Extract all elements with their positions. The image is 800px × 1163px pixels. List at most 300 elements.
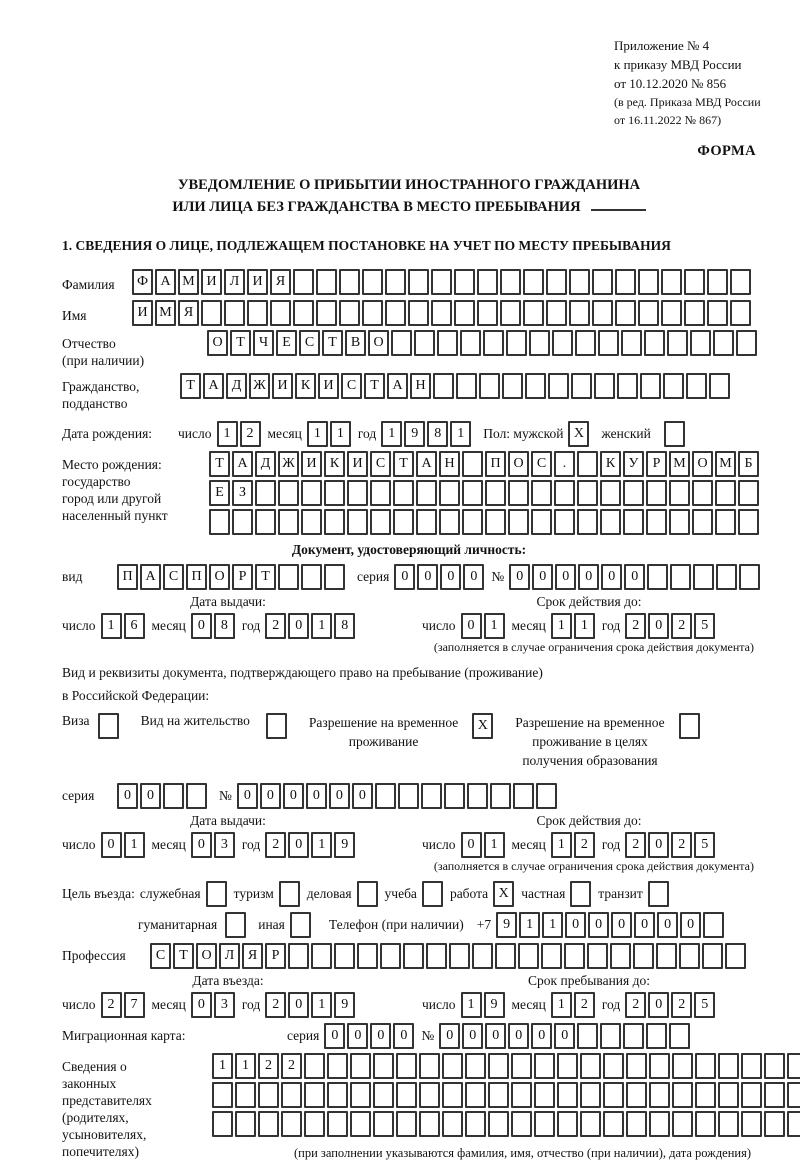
char-cell [408,300,429,326]
temp-residence-label-line2: проживание [348,734,419,749]
char-cell [278,564,299,590]
char-cell [513,783,534,809]
char-cell [725,943,746,969]
char-cell [557,1082,578,1108]
entry-date-heading: Дата въезда: [192,973,264,988]
residence-permit-item [141,713,289,739]
char-cell: 9 [484,992,505,1018]
char-cell [488,1082,509,1108]
res-valid-day-cells [461,832,507,858]
purpose-other-checkbox [290,912,313,938]
char-cell: О [692,451,713,477]
visa-item [62,713,121,739]
month-label: месяц [151,997,186,1012]
representatives-label-line: законных [62,1076,117,1091]
char-cell [421,783,442,809]
char-cell [626,1111,647,1137]
char-cell: 0 [463,564,484,590]
char-cell: С [370,451,391,477]
month-label: месяц [511,837,546,852]
char-cell: Е [276,330,297,356]
char-cell: 0 [565,912,586,938]
char-cell [373,1053,394,1079]
patronymic-cells [207,330,759,356]
char-cell [672,1082,693,1108]
char-cell: 1 [542,912,563,938]
form-title-line1: УВЕДОМЛЕНИЕ О ПРИБЫТИИ ИНОСТРАННОГО ГРАЖДАНИНА [177,177,641,193]
char-cell: 0 [485,1023,506,1049]
id-issue-year-cells [265,613,357,639]
purpose-private-checkbox [570,881,593,907]
residence-permit-label: Вид на жительство [140,713,250,728]
char-cell [787,1053,800,1079]
char-cell: 9 [334,832,355,858]
char-cell [661,300,682,326]
char-cell [465,1053,486,1079]
char-cell [433,373,454,399]
doc-number-label: № [491,568,505,584]
char-cell [258,1111,279,1137]
char-cell: 0 [601,564,622,590]
char-cell: 2 [265,832,286,858]
phone-prefix: +7 [476,916,492,932]
res-issue-month-cells [191,832,237,858]
char-cell: X [472,713,493,739]
char-cell [577,480,598,506]
char-cell [375,783,396,809]
char-cell [350,1082,371,1108]
char-cell [684,300,705,326]
char-cell: З [232,480,253,506]
char-cell [718,1082,739,1108]
char-cell [656,943,677,969]
char-cell [398,783,419,809]
purpose-tourism-label: туризм [233,885,274,901]
char-cell [488,1111,509,1137]
citizenship-label-line1: Гражданство, [62,379,140,394]
char-cell [324,509,345,535]
char-cell [554,509,575,535]
char-cell [304,1082,325,1108]
char-cell [649,1082,670,1108]
char-cell [623,509,644,535]
patronymic-label-line1: Отчество [62,336,116,351]
char-cell: 2 [574,992,595,1018]
char-cell: Т [173,943,194,969]
char-cell [380,943,401,969]
valid-until-heading: Срок действия до: [536,813,642,828]
char-cell: Л [224,269,245,295]
representatives-label [62,1053,212,1160]
field-patronymic [62,330,756,369]
char-cell [623,1023,644,1049]
char-cell: А [155,269,176,295]
year-label: год [601,997,621,1012]
id-valid-day-cells [461,613,507,639]
char-cell: 1 [235,1053,256,1079]
char-cell [414,330,435,356]
char-cell [454,269,475,295]
day-label: число [62,837,96,852]
identity-doc-heading: Документ, удостоверяющий личность: [291,542,527,557]
char-cell [373,1082,394,1108]
char-cell: П [186,564,207,590]
char-cell [541,943,562,969]
char-cell: 0 [578,564,599,590]
char-cell: Ч [253,330,274,356]
char-cell [488,1053,509,1079]
char-cell: С [299,330,320,356]
char-cell: Т [209,451,230,477]
char-cell [370,509,391,535]
char-cell [419,1082,440,1108]
char-cell: И [272,373,293,399]
char-cell [485,509,506,535]
char-cell [396,1111,417,1137]
char-cell: 0 [306,783,327,809]
char-cell [324,480,345,506]
issue-date-heading: Дата выдачи: [190,813,266,828]
char-cell [281,1111,302,1137]
char-cell: Т [180,373,201,399]
char-cell [638,300,659,326]
mig-series-label: серия [287,1027,320,1043]
char-cell: 1 [551,613,572,639]
year-label: год [241,997,261,1012]
char-cell [431,300,452,326]
citizenship-label-line2: подданство [62,396,128,411]
entry-month-cells [191,992,237,1018]
char-cell: 2 [258,1053,279,1079]
char-cell: 1 [551,832,572,858]
char-cell: 2 [265,992,286,1018]
char-cell [575,330,596,356]
annex-line: к приказу МВД России [614,57,742,72]
char-cell [449,943,470,969]
char-cell: Б [738,451,759,477]
char-cell [508,480,529,506]
temp-edu-item [515,713,701,770]
char-cell [649,1053,670,1079]
stay-year-cells [625,992,717,1018]
char-cell: И [247,269,268,295]
char-cell: X [568,421,589,447]
char-cell [301,480,322,506]
char-cell [477,269,498,295]
char-cell: Е [209,480,230,506]
char-cell [212,1111,233,1137]
char-cell [270,300,291,326]
representatives-label-line: усыновителях, [62,1127,147,1142]
res-issue-day-cells [101,832,147,858]
char-cell: 1 [484,832,505,858]
month-label: месяц [151,837,186,852]
char-cell [255,509,276,535]
char-cell: Я [178,300,199,326]
char-cell: Я [242,943,263,969]
char-cell [431,269,452,295]
doc-series-cells [394,564,486,590]
char-cell [669,509,690,535]
name-cells [132,300,753,326]
char-cell: О [196,943,217,969]
char-cell [707,269,728,295]
char-cell: И [132,300,153,326]
char-cell [454,300,475,326]
char-cell [738,509,759,535]
char-cell [350,1053,371,1079]
char-cell: 2 [671,832,692,858]
char-cell [536,783,557,809]
char-cell [186,783,207,809]
char-cell [508,509,529,535]
char-cell: А [387,373,408,399]
char-cell [610,943,631,969]
temp-residence-label-line1: Разрешение на временное [308,715,459,730]
year-label: год [601,618,621,633]
char-cell [301,564,322,590]
citizenship-label [62,373,180,412]
char-cell [373,1111,394,1137]
char-cell: 2 [625,613,646,639]
char-cell [426,943,447,969]
patronymic-label [62,330,207,369]
char-cell [472,943,493,969]
day-label: число [178,425,212,441]
representatives-label-line: Сведения о [62,1059,127,1074]
day-label: число [422,837,456,852]
char-cell: 9 [496,912,517,938]
char-cell: 1 [450,421,471,447]
birthplace-label-line2: государство [62,474,131,489]
surname-label: Фамилия [62,276,115,292]
char-cell [730,300,751,326]
char-cell: 0 [555,564,576,590]
year-label: год [357,425,377,441]
temp-edu-label-line1: Разрешение на временное [515,715,665,730]
residence-doc-dates [62,813,756,858]
char-cell [442,1053,463,1079]
field-entry-purpose [62,880,756,907]
char-cell [385,269,406,295]
char-cell [552,330,573,356]
representatives-label-line: попечителях) [62,1144,139,1159]
char-cell: С [150,943,171,969]
char-cell [209,509,230,535]
field-representatives [62,1053,756,1161]
char-cell [511,1082,532,1108]
char-cell [347,509,368,535]
char-cell [293,269,314,295]
char-cell: И [347,451,368,477]
char-cell: 0 [531,1023,552,1049]
migration-card-label: Миграционная карта: [62,1028,186,1043]
char-cell: 0 [440,564,461,590]
day-label: число [422,618,456,633]
char-cell: 0 [329,783,350,809]
char-cell [467,783,488,809]
char-cell: С [531,451,552,477]
char-cell [646,480,667,506]
char-cell: Т [393,451,414,477]
char-cell [663,373,684,399]
char-cell: М [155,300,176,326]
char-cell [603,1082,624,1108]
stay-until-heading: Срок пребывания до: [528,973,650,988]
profession-label: Профессия [62,948,126,963]
char-cell: 0 [370,1023,391,1049]
char-cell [357,881,378,907]
char-cell: П [117,564,138,590]
representatives-cells-block [212,1053,800,1161]
res-valid-year-cells [625,832,717,858]
char-cell [490,783,511,809]
char-cell: 0 [191,992,212,1018]
char-cell [716,564,737,590]
purpose-other-label: иная [258,916,285,932]
res-series-cells [117,783,209,809]
mig-number-label: № [421,1027,435,1043]
char-cell [603,1053,624,1079]
char-cell: Н [439,451,460,477]
temp-residence-checkbox [472,713,495,739]
char-cell: 5 [694,832,715,858]
issue-date-group [62,813,394,858]
char-cell [370,480,391,506]
char-cell [316,269,337,295]
char-cell: 9 [334,992,355,1018]
annex-block [614,36,761,129]
char-cell: 0 [634,912,655,938]
char-cell: 9 [404,421,425,447]
char-cell: 0 [648,613,669,639]
purpose-study-checkbox [422,881,445,907]
valid-until-group [394,813,756,858]
char-cell [347,480,368,506]
char-cell: 0 [588,912,609,938]
char-cell [444,783,465,809]
sex-male-checkbox [568,421,591,447]
char-cell: 0 [648,832,669,858]
char-cell: 0 [462,1023,483,1049]
char-cell [569,300,590,326]
char-cell [396,1053,417,1079]
char-cell [626,1053,647,1079]
char-cell [479,373,500,399]
char-cell [523,269,544,295]
char-cell [279,881,300,907]
char-cell [534,1082,555,1108]
char-cell [304,1053,325,1079]
birth-day-cells [217,421,263,447]
doc-kind-label: вид [62,569,83,584]
form-marker: ФОРМА [697,143,756,159]
representatives-row2-cells [212,1082,800,1108]
char-cell: 2 [625,992,646,1018]
char-cell [580,1053,601,1079]
char-cell: Л [219,943,240,969]
char-cell: 0 [417,564,438,590]
char-cell: Ж [278,451,299,477]
char-cell [281,1082,302,1108]
char-cell: С [341,373,362,399]
char-cell: X [493,881,514,907]
char-cell [741,1111,762,1137]
char-cell [695,1053,716,1079]
char-cell: 0 [117,783,138,809]
stay-month-cells [551,992,597,1018]
char-cell [525,373,546,399]
char-cell: 2 [625,832,646,858]
field-profession [62,942,756,969]
char-cell: 0 [461,832,482,858]
sex-female-label: женский [601,425,651,441]
representatives-row3-cells [212,1111,800,1137]
purpose-label: Цель въезда: [62,885,135,901]
char-cell [764,1082,785,1108]
char-cell [787,1082,800,1108]
citizenship-cells [180,373,732,399]
char-cell: 5 [694,992,715,1018]
char-cell [290,912,311,938]
char-cell [235,1082,256,1108]
char-cell [201,300,222,326]
char-cell [163,783,184,809]
char-cell [592,269,613,295]
char-cell [600,1023,621,1049]
temp-edu-label-line3: получения образования [522,753,658,768]
res-series-label: серия [62,788,95,803]
form-title-line2-wrap [62,196,756,218]
char-cell [385,300,406,326]
birth-month-cells [307,421,353,447]
char-cell [739,564,760,590]
profession-cells [150,943,748,969]
char-cell [327,1111,348,1137]
char-cell [531,480,552,506]
char-cell: 0 [260,783,281,809]
char-cell [692,509,713,535]
res-valid-month-cells [551,832,597,858]
char-cell [416,509,437,535]
char-cell: 0 [140,783,161,809]
char-cell: 0 [439,1023,460,1049]
birthplace-cells-block [209,451,761,538]
residence-doc-types [62,713,756,770]
patronymic-label-line2: (при наличии) [62,353,145,368]
char-cell [357,943,378,969]
char-cell [293,300,314,326]
char-cell [523,300,544,326]
char-cell [396,1082,417,1108]
char-cell [548,373,569,399]
char-cell [437,330,458,356]
field-name [62,299,756,326]
char-cell [288,943,309,969]
char-cell: 0 [283,783,304,809]
char-cell [362,300,383,326]
char-cell: И [301,451,322,477]
char-cell [546,300,567,326]
char-cell: 0 [101,832,122,858]
char-cell [648,881,669,907]
char-cell: А [232,451,253,477]
id-issue-day-cells [101,613,147,639]
purpose-work-label: работа [449,885,489,901]
char-cell [393,480,414,506]
month-label: месяц [511,618,546,633]
char-cell [764,1111,785,1137]
